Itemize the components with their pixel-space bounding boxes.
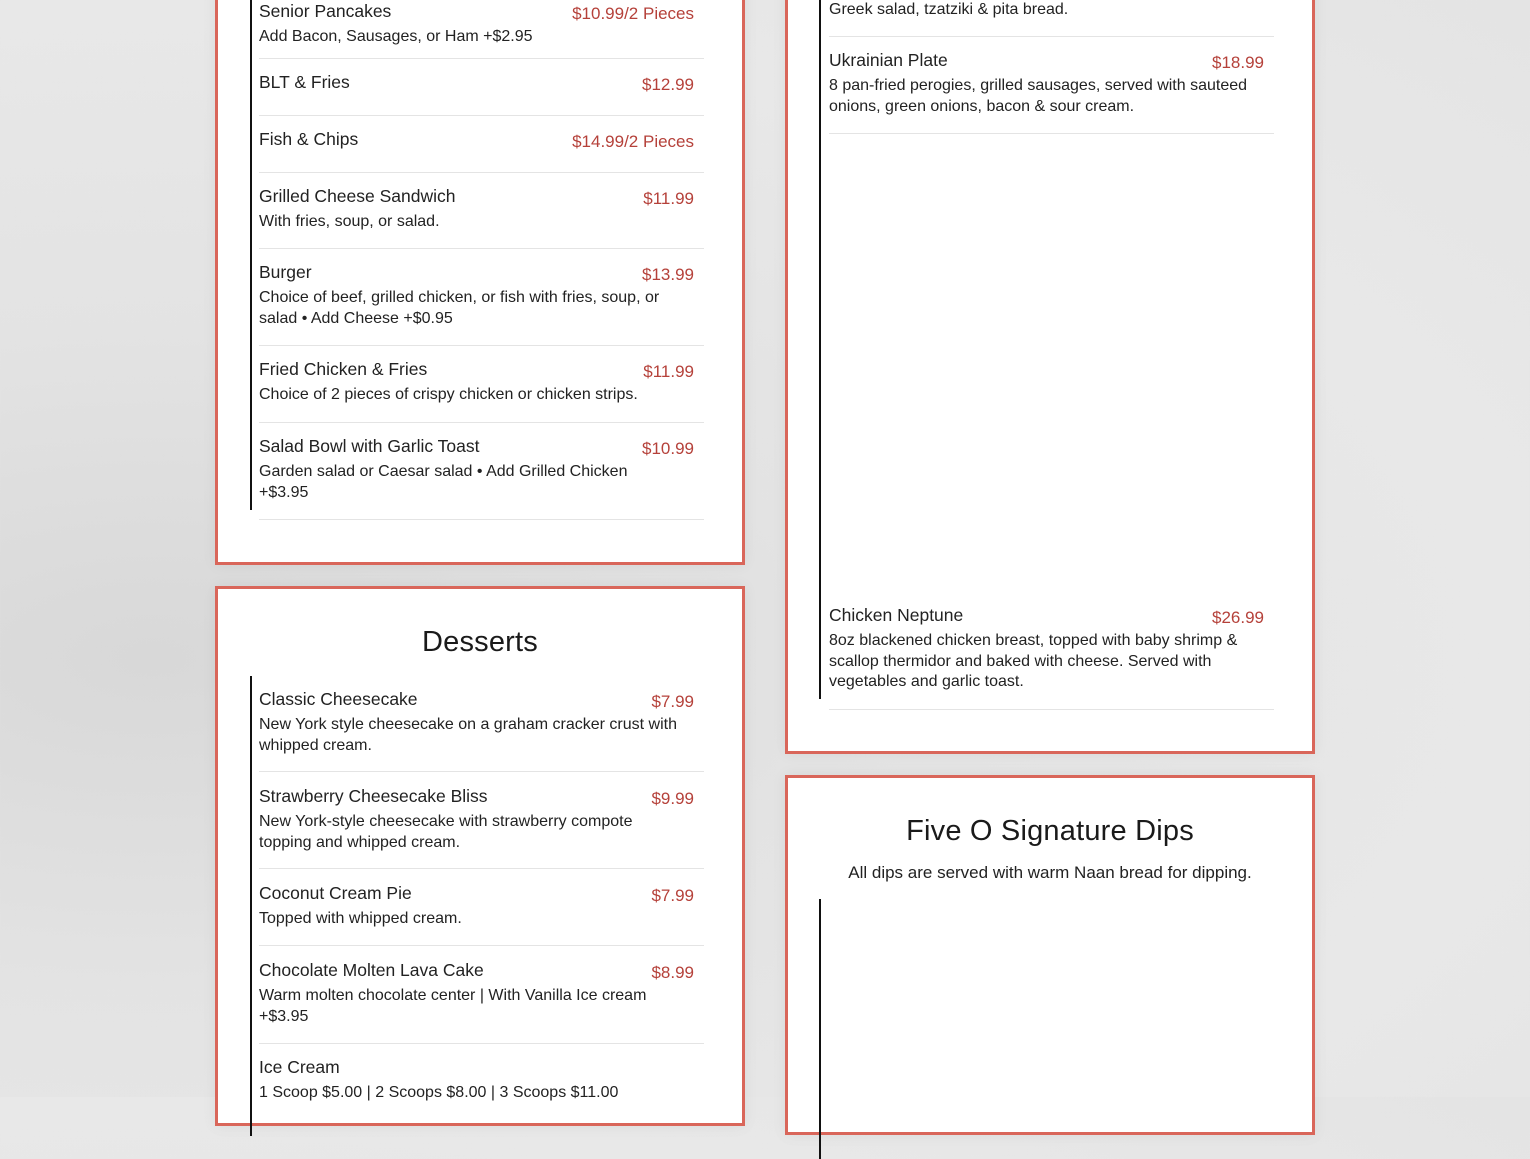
item-description: 1 Scoop $5.00 | 2 Scoops $8.00 | 3 Scoops $11.00 (259, 1084, 619, 1101)
item-description: 8oz blackened chicken breast, topped with baby shrimp & scallop thermidor and baked with cheese. Served with vegetables and garlic toast. (829, 632, 1238, 690)
item-description: Add Bacon, Sausages, or Ham +$2.95 (259, 28, 533, 45)
item-description: Topped with whipped cream. (259, 910, 462, 927)
item-name: Burger (259, 262, 312, 282)
item-price: $9.99 (651, 789, 694, 808)
menu-card-signature-dips (785, 775, 1315, 1135)
vertical-rule (819, 0, 821, 699)
item-description: Garden salad or Caesar salad • Add Grilled Chicken +$3.95 (259, 463, 628, 501)
item-name: Grilled Cheese Sandwich (259, 186, 456, 206)
item-description: With fries, soup, or salad. (259, 213, 440, 230)
item-price: $12.99 (642, 75, 694, 94)
item-name: BLT & Fries (259, 72, 350, 92)
menu-item (259, 436, 704, 520)
item-price: $14.99/2 Pieces (572, 132, 694, 151)
item-description: Warm molten chocolate center | With Vanilla Ice cream +$3.95 (259, 987, 647, 1025)
menu-item (259, 1057, 704, 1121)
item-price: $26.99 (1212, 608, 1264, 627)
item-name: Ice Cream (259, 1057, 340, 1077)
item-name: Senior Pancakes (259, 1, 392, 21)
item-price: $8.99 (651, 963, 694, 982)
item-price: $13.99 (642, 265, 694, 284)
menu-card-mains-right (785, 0, 1315, 754)
item-price: $10.99/2 Pieces (572, 4, 694, 23)
item-name: Fried Chicken & Fries (259, 359, 428, 379)
menu-item (259, 960, 704, 1044)
item-description: Choice of beef, grilled chicken, or fish with fries, soup, or salad • Add Cheese +$0.95 (259, 289, 660, 327)
menu-item (259, 786, 704, 869)
item-price: $11.99 (643, 362, 694, 381)
item-name: Salad Bowl with Garlic Toast (259, 436, 480, 456)
menu-item (259, 262, 704, 346)
item-name: Strawberry Cheesecake Bliss (259, 786, 488, 806)
menu-item (829, 50, 1274, 134)
menu-item (259, 129, 704, 173)
item-name: Chicken Neptune (829, 605, 964, 625)
item-description: Choice of 2 pieces of crispy chicken or chicken strips. (259, 386, 638, 403)
item-name: Fish & Chips (259, 129, 359, 149)
item-description: New York style cheesecake on a graham cracker crust with whipped cream. (259, 716, 677, 754)
menu-item (829, 605, 1274, 710)
item-name: Ukrainian Plate (829, 50, 948, 70)
item-name: Classic Cheesecake (259, 689, 418, 709)
section-title: Five O Signature Dips (906, 815, 1194, 847)
menu-card-desserts (215, 586, 745, 1126)
menu-item (259, 359, 704, 423)
item-name: Chocolate Molten Lava Cake (259, 960, 484, 980)
menu-item (259, 1, 704, 59)
item-description: 8 pan-fried perogies, grilled sausages, served with sauteed onions, green onions, bacon & sour cream. (829, 77, 1248, 115)
item-description: Greek salad, tzatziki & pita bread. (829, 1, 1069, 18)
item-name: Coconut Cream Pie (259, 883, 412, 903)
menu-item (259, 883, 704, 946)
vertical-rule (250, 0, 252, 510)
section-subtitle: All dips are served with warm Naan bread for dipping. (848, 863, 1252, 882)
section-title: Desserts (421, 626, 538, 658)
item-price: $10.99 (642, 439, 694, 458)
item-price: $11.99 (643, 189, 694, 208)
item-price: $7.99 (651, 692, 694, 711)
vertical-rule (250, 676, 252, 1136)
menu-item (259, 689, 704, 772)
menu-card-mains-left (215, 0, 745, 565)
item-description: New York-style cheesecake with strawberry compote topping and whipped cream. (259, 813, 633, 851)
item-price: $18.99 (1212, 53, 1264, 72)
vertical-rule (819, 899, 821, 1159)
menu-item-partial (829, 0, 1274, 37)
menu-item (259, 186, 704, 249)
menu-item (259, 72, 704, 116)
item-price: $7.99 (651, 886, 694, 905)
